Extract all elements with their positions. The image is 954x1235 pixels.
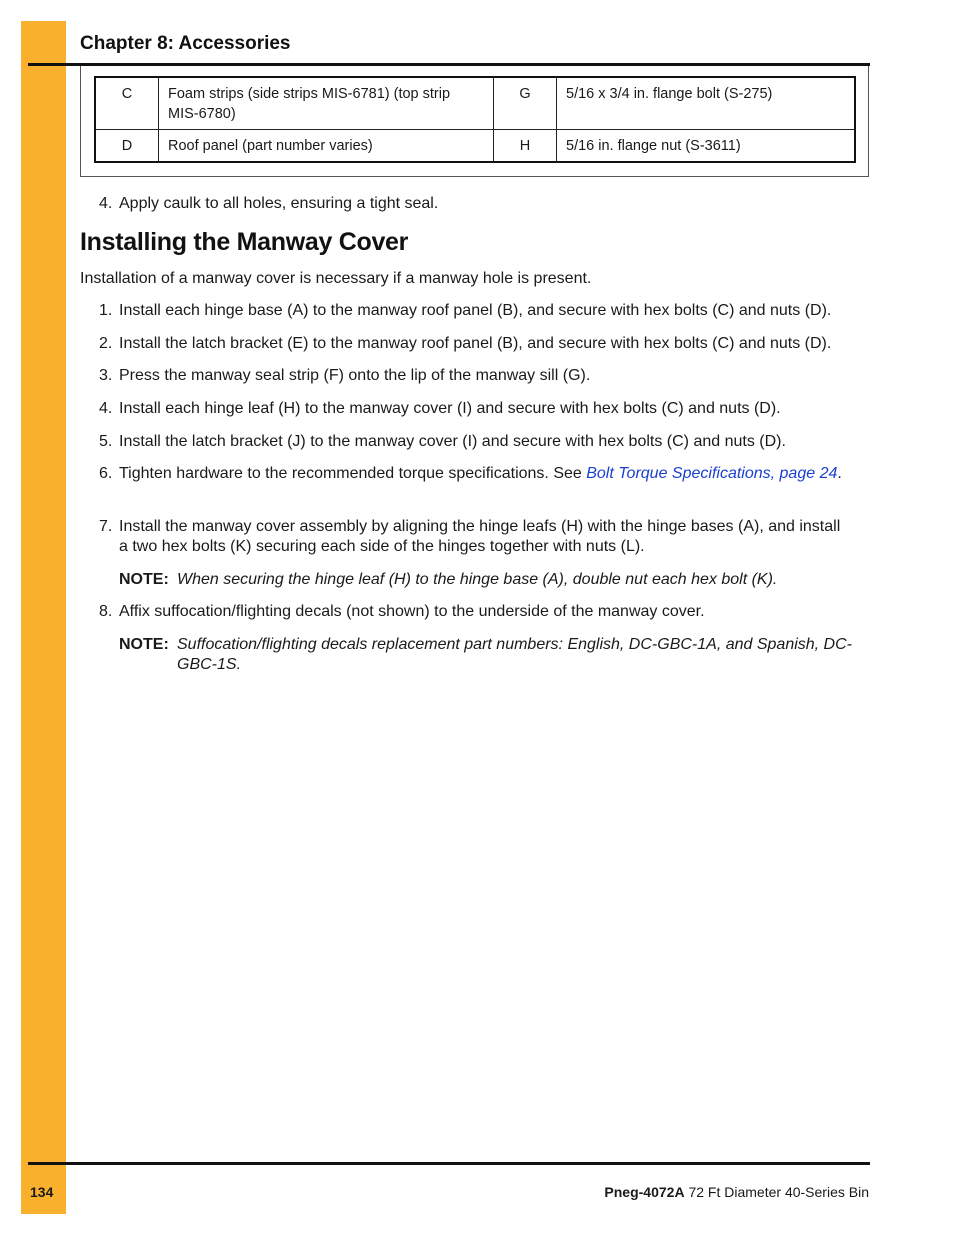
footer-divider bbox=[28, 1162, 870, 1165]
step-number: 4. bbox=[99, 400, 113, 417]
list-item bbox=[99, 432, 869, 452]
step-number: 5. bbox=[99, 433, 113, 450]
table-cell-description: 5/16 in. flange nut (S-3611) bbox=[557, 130, 856, 163]
note bbox=[119, 570, 859, 590]
table-row bbox=[95, 130, 855, 163]
table-cell-key: D bbox=[95, 130, 159, 163]
step-text: Install the latch bracket (E) to the manway roof panel (B), and secure with hex bolts (C) and nuts (D). bbox=[119, 335, 832, 352]
doc-title: 72 Ft Diameter 40-Series Bin bbox=[688, 1184, 869, 1200]
note-text: When securing the hinge leaf (H) to the hinge base (A), double nut each hex bolt (K). bbox=[177, 571, 778, 588]
list-item bbox=[99, 517, 851, 557]
list-item bbox=[99, 602, 869, 622]
parts-table bbox=[94, 76, 856, 163]
sidebar-color-band bbox=[21, 21, 66, 1214]
torque-spec-link[interactable]: Bolt Torque Specifications, page 24 bbox=[586, 465, 838, 482]
list-item bbox=[99, 464, 851, 484]
note-label: NOTE: bbox=[119, 571, 169, 588]
doc-code: Pneg-4072A bbox=[604, 1184, 685, 1200]
document-id bbox=[604, 1184, 869, 1200]
note bbox=[119, 635, 859, 675]
step-number: 2. bbox=[99, 335, 113, 352]
list-item bbox=[99, 399, 869, 419]
step-text: Install each hinge leaf (H) to the manway cover (I) and secure with hex bolts (C) and nuts (D). bbox=[119, 400, 781, 417]
step-text bbox=[119, 464, 851, 484]
table-cell-description: Foam strips (side strips MIS-6781) (top strip MIS-6780) bbox=[159, 77, 494, 130]
list-item bbox=[99, 301, 869, 321]
step-text: Apply caulk to all holes, ensuring a tight seal. bbox=[119, 195, 439, 212]
section-heading: Installing the Manway Cover bbox=[80, 228, 409, 256]
step-text: Install the latch bracket (J) to the manway cover (I) and secure with hex bolts (C) and nuts (D). bbox=[119, 433, 786, 450]
step-number: 6. bbox=[99, 465, 113, 482]
list-item bbox=[99, 366, 869, 386]
step-number: 3. bbox=[99, 367, 113, 384]
list-item bbox=[99, 334, 869, 354]
step-text-after-link: . bbox=[837, 465, 842, 482]
step-number: 1. bbox=[99, 302, 113, 319]
section-intro: Installation of a manway cover is necessary if a manway hole is present. bbox=[80, 270, 592, 287]
table-cell-description: 5/16 x 3/4 in. flange bolt (S-275) bbox=[557, 77, 856, 130]
table-cell-key: C bbox=[95, 77, 159, 130]
table-cell-key: H bbox=[494, 130, 557, 163]
note-label: NOTE: bbox=[119, 636, 169, 653]
step-number: 7. bbox=[99, 518, 113, 535]
step-text-before-link: Tighten hardware to the recommended torque specifications. See bbox=[119, 465, 587, 482]
page-number: 134 bbox=[30, 1184, 54, 1200]
step-text: Affix suffocation/flighting decals (not shown) to the underside of the manway cover. bbox=[119, 603, 705, 620]
chapter-title: Chapter 8: Accessories bbox=[80, 33, 291, 54]
table-cell-key: G bbox=[494, 77, 557, 130]
step-text: Press the manway seal strip (F) onto the lip of the manway sill (G). bbox=[119, 367, 591, 384]
note-text: Suffocation/flighting decals replacement part numbers: English, DC-GBC-1A, and Spanish, DC-GBC-1S. bbox=[177, 636, 852, 673]
table-row bbox=[95, 77, 855, 130]
step-number: 4. bbox=[99, 195, 113, 212]
step-text: Install each hinge base (A) to the manway roof panel (B), and secure with hex bolts (C) and nuts (D). bbox=[119, 302, 832, 319]
prev-step bbox=[99, 194, 869, 214]
table-cell-description: Roof panel (part number varies) bbox=[159, 130, 494, 163]
step-number: 8. bbox=[99, 603, 113, 620]
step-text: Install the manway cover assembly by aligning the hinge leafs (H) with the hinge bases (A), and install a two hex bolts (K) securing each side of the hinges together with nuts (L). bbox=[119, 518, 841, 555]
